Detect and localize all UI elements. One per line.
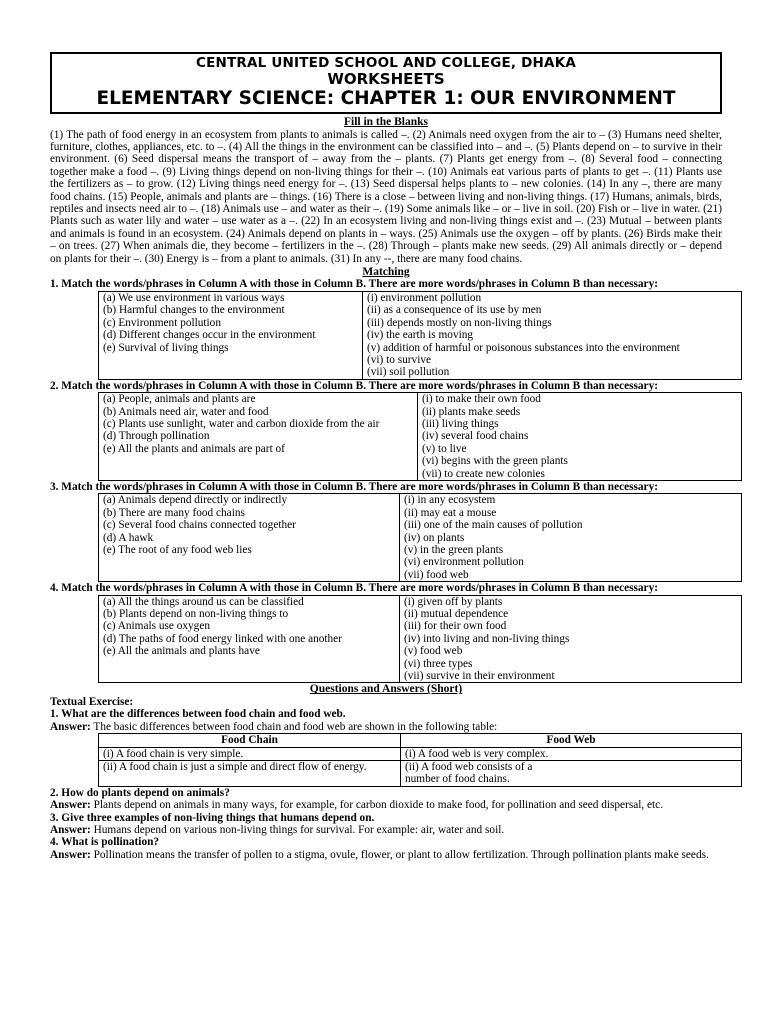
column-a-item: (a) People, animals and plants are (103, 393, 256, 406)
column-a-item: (a) Animals depend directly or indirectly (103, 494, 288, 507)
qa-title: Questions and Answers (Short) (309, 683, 463, 696)
school-name: CENTRAL UNITED SCHOOL AND COLLEGE, DHAKA (195, 55, 577, 71)
column-b-item: (iii) one of the main causes of pollution (404, 519, 583, 532)
answer-1-text: The basic differences between food chain and food web are shown in the following table: (93, 720, 498, 733)
column-b-item: (iii) depends mostly on non-living things (367, 316, 552, 329)
column-a (99, 291, 363, 379)
matching-table-2 (98, 392, 742, 481)
table-row (99, 761, 742, 787)
answer-1 (50, 721, 722, 733)
column-a-item: (e) The root of any food web lies (103, 544, 252, 556)
column-b-item: (vii) soil pollution (367, 366, 450, 379)
answer-label: Answer: (50, 720, 91, 733)
column-b-item: (iv) on plants (404, 531, 465, 544)
column-b (418, 393, 742, 481)
worksheet-header (50, 52, 722, 114)
matching-question-2: 2. Match the words/phrases in Column A with those in Column B. There are more words/phrases in Column B than necessary: (50, 379, 658, 392)
column-b-item: (iii) living things (422, 417, 499, 430)
matching-question-4: 4. Match the words/phrases in Column A with those in Column B. There are more words/phrases in Column B than necessary: (50, 582, 658, 595)
column-b-item: (v) food web (404, 645, 463, 658)
table-header: Food Chain (99, 734, 401, 747)
column-a-item: (d) Different changes occur in the environment (103, 329, 316, 342)
table-cell: (ii) A food chain is just a simple and direct flow of energy. (99, 761, 401, 787)
table-row (99, 747, 742, 760)
matching-title: Matching (362, 265, 410, 278)
column-a-item: (a) We use environment in various ways (103, 291, 285, 304)
column-a (99, 595, 400, 683)
column-b-item: (v) addition of harmful or poisonous substances into the environment (367, 341, 680, 354)
column-b-item: (i) given off by plants (404, 595, 503, 608)
food-chain-web-table (98, 733, 742, 787)
question-1: 1. What are the differences between food chain and food web. (50, 708, 346, 721)
column-b-item: (i) in any ecosystem (404, 494, 496, 507)
column-b-item: (iv) several food chains (422, 430, 529, 443)
column-a-item: (c) Environment pollution (103, 316, 221, 329)
matching-table-1 (98, 291, 742, 380)
column-b (400, 595, 742, 683)
matching-table-3 (98, 493, 742, 582)
table-cell: (i) A food chain is very simple. (99, 747, 401, 760)
answer-label: Answer: (50, 848, 91, 861)
column-b-item: (v) to live (422, 442, 467, 455)
column-b-item: (ii) may eat a mouse (404, 506, 497, 519)
column-b-item: (vi) to survive (367, 353, 432, 366)
column-a (99, 393, 418, 481)
column-b-item: (ii) plants make seeds (422, 405, 521, 418)
column-b-item: (i) environment pollution (367, 291, 482, 304)
column-a-item: (e) Survival of living things (103, 341, 229, 354)
worksheet-page (50, 52, 722, 861)
column-a-item: (e) All the animals and plants have (103, 645, 260, 658)
column-b-item: (iii) for their own food (404, 620, 507, 633)
answer-label: Answer: (50, 824, 91, 837)
column-a-item: (c) Several food chains connected together (103, 519, 296, 532)
column-a-item: (d) The paths of food energy linked with one another (103, 632, 342, 645)
answer-label: Answer: (50, 799, 91, 812)
question-3: 3. Give three examples of non-living things that humans depend on. (50, 811, 375, 824)
matching-question-3: 3. Match the words/phrases in Column A with those in Column B. There are more words/phrases in Column B than necessary: (50, 480, 658, 493)
question-2: 2. How do plants depend on animals? (50, 786, 230, 799)
column-b-item: (ii) as a consequence of its use by men (367, 304, 542, 317)
column-b-item: (vii) survive in their environment (404, 670, 555, 683)
column-a-item: (c) Plants use sunlight, water and carbon dioxide from the air (103, 417, 380, 430)
column-a-item: (c) Animals use oxygen (103, 620, 210, 633)
column-b-item: (iv) into living and non-living things (404, 632, 570, 645)
column-b-item: (vii) to create new colonies (422, 467, 545, 480)
table-cell: (i) A food web is very complex. (401, 747, 742, 760)
answer-4 (50, 849, 722, 861)
table-header: Food Web (401, 734, 742, 747)
column-a-item: (b) There are many food chains (103, 506, 245, 519)
matching-table-4 (98, 595, 742, 684)
column-a-item: (d) Through pollination (103, 430, 210, 443)
column-b (400, 494, 742, 582)
answer-3-text: Humans depend on various non-living things for survival. For example: air, water and soil. (93, 824, 505, 837)
answer-2-text: Plants depend on animals in many ways, for example, for carbon dioxide to make food, for pollination and seed dispersal, etc. (93, 799, 664, 812)
column-a-item: (b) Harmful changes to the environment (103, 304, 285, 317)
column-b-item: (vi) begins with the green plants (422, 455, 568, 468)
column-a-item: (b) Plants depend on non-living things to (103, 608, 289, 621)
column-b-item: (vi) environment pollution (404, 556, 524, 569)
answer-3 (50, 824, 722, 836)
column-a-item: (d) A hawk (103, 531, 154, 544)
answer-4-text: Pollination means the transfer of pollen to a stigma, ovule, flower, or plant to allow fertilization. Through pollination plants make seeds. (93, 848, 709, 861)
column-a (99, 494, 400, 582)
column-a-item: (b) Animals need air, water and food (103, 405, 269, 418)
column-b-item: (vii) food web (404, 568, 469, 581)
question-4: 4. What is pollination? (50, 836, 160, 849)
column-b-item: (i) to make their own food (422, 393, 541, 406)
fill-blanks-text: (1) The path of food energy in an ecosystem from plants to animals is called –. (2) Animals need oxygen from the air to – (3) Humans need shelter, furniture, clothes, appliances, etc. to –. (4) All the things in the environment can be classified into – and –. (5) Plants depend on – to survive in their environment. (6) Seed dispersal means the transport of – away from the – plants. (7) Plants get energy from –. (8) Several food – connecting together make a food –. (9) Living things depend on non-living things for their –. (10) Animals eat various parts of plants to get –. (11) Plants use the fertilizers as – to grow. (12) Living things need energy for –. (13) Seed dispersal helps plants to – new colonies. (14) In any –, there are many food chains. (15) People, animals and plants are – things. (16) There is a close – between living and non-living things. (17) Humans, animals, birds, reptiles and insects need air to –. (18) Animals use – and water as their –. (19) Some animals like – or – live in soil. (20) Fish or – live in water. (21) Plants such as water lily and water – use water as a –. (22) In an ecosystem living and non-living things exist and –. (23) Mutual – between plants and animals is found in an ecosystem. (24) Animals depend on plants in – ways. (25) Animals use the oxygen – off by plants. (26) Birds make their – on trees. (27) When animals die, they become – fertilizers in the –. (28) Through – plants make new seeds. (29) All animals directly or – depend on plants for their –. (30) Energy is – from a plant to animals. (31) In any --, there are many food chains. (50, 128, 722, 265)
fill-blanks-title: Fill in the Blanks (343, 116, 429, 128)
column-b-item: (ii) mutual dependence (404, 608, 509, 621)
column-a-item: (a) All the things around us can be classified (103, 595, 304, 608)
column-b-item: (iv) the earth is moving (367, 329, 474, 342)
matching-question-1: 1. Match the words/phrases in Column A with those in Column B. There are more words/phrases in Column B than necessary: (50, 278, 658, 291)
answer-2 (50, 799, 722, 811)
worksheets-label: WORKSHEETS (327, 70, 445, 88)
column-a-item: (e) All the plants and animals are part of (103, 442, 285, 455)
table-cell: (ii) A food web consists of a number of food chains. (401, 761, 742, 787)
column-b-item: (v) in the green plants (404, 544, 504, 556)
column-b (363, 291, 742, 379)
chapter-title: ELEMENTARY SCIENCE: CHAPTER 1: OUR ENVIRONMENT (96, 88, 676, 109)
textual-exercise-label: Textual Exercise: (50, 695, 134, 708)
column-b-item: (vi) three types (404, 657, 473, 670)
